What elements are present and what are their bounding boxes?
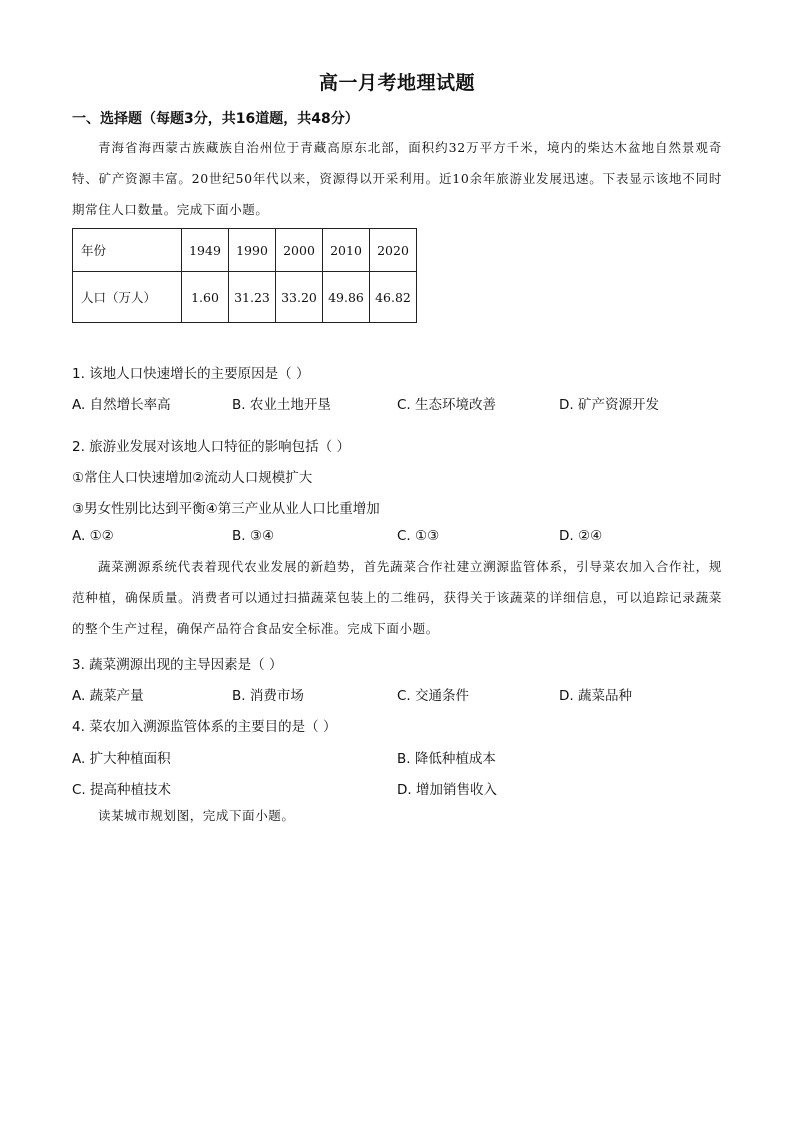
table-cell: 33.20 <box>276 272 323 323</box>
q1-option-b[interactable]: B. 农业土地开垦 <box>232 397 331 413</box>
q1-option-d[interactable]: D. 矿产资源开发 <box>559 397 659 413</box>
q3-option-b[interactable]: B. 消费市场 <box>232 688 304 704</box>
q4-option-c[interactable]: C. 提高种植技术 <box>72 782 172 798</box>
question-2-stem: 2. 旅游业发展对该地人口特征的影响包括（ ） <box>72 439 350 455</box>
table-cell: 年份 <box>73 229 182 272</box>
table-cell: 1949 <box>182 229 229 272</box>
q4-option-a[interactable]: A. 扩大种植面积 <box>72 751 171 767</box>
table-cell: 31.23 <box>229 272 276 323</box>
q3-option-d[interactable]: D. 蔬菜品种 <box>559 688 632 704</box>
q2-option-a[interactable]: A. ①② <box>72 528 114 544</box>
table-cell: 2000 <box>276 229 323 272</box>
table-cell: 49.86 <box>323 272 370 323</box>
q2-option-c[interactable]: C. ①③ <box>397 528 440 544</box>
q4-option-d[interactable]: D. 增加销售收入 <box>397 782 497 798</box>
table-cell: 1990 <box>229 229 276 272</box>
q2-option-b[interactable]: B. ③④ <box>232 528 275 544</box>
question-2-line-2: ③男女性别比达到平衡④第三产业从业人口比重增加 <box>72 501 380 517</box>
passage-3: 读某城市规划图，完成下面小题。 <box>98 808 295 823</box>
question-3-stem: 3. 蔬菜溯源出现的主导因素是（ ） <box>72 657 283 673</box>
table-cell: 人口（万人） <box>73 272 182 323</box>
section-heading: 一、选择题（每题3分，共16道题，共48分） <box>72 111 359 127</box>
q1-option-c[interactable]: C. 生态环境改善 <box>397 397 497 413</box>
q2-option-d[interactable]: D. ②④ <box>559 528 603 544</box>
table-cell: 2020 <box>370 229 417 272</box>
passage-1: 青海省海西蒙古族藏族自治州位于青藏高原东北部，面积约32万平方千米，境内的柴达木盆地自然景观奇特、矿产资源丰富。20世纪50年代以来，资源得以开采利用。近10余年旅游业发展迅速。下表显示该地不同时期常住人口数量。完成下面小题。 <box>72 140 722 217</box>
table-row <box>73 272 417 323</box>
question-2-line-1: ①常住人口快速增加②流动人口规模扩大 <box>72 470 313 486</box>
table-cell: 1.60 <box>182 272 229 323</box>
q3-option-c[interactable]: C. 交通条件 <box>397 688 470 704</box>
q3-option-a[interactable]: A. 蔬菜产量 <box>72 688 144 704</box>
table-cell: 2010 <box>323 229 370 272</box>
question-1-stem: 1. 该地人口快速增长的主要原因是（ ） <box>72 366 310 382</box>
table-cell: 46.82 <box>370 272 417 323</box>
q4-option-b[interactable]: B. 降低种植成本 <box>397 751 496 767</box>
question-4-stem: 4. 菜农加入溯源监管体系的主要目的是（ ） <box>72 719 337 735</box>
q1-option-a[interactable]: A. 自然增长率高 <box>72 397 171 413</box>
population-table <box>72 228 417 323</box>
table-header-row <box>73 229 417 272</box>
passage-2: 蔬菜溯源系统代表着现代农业发展的新趋势，首先蔬菜合作社建立溯源监管体系，引导菜农加入合作社，规范种植，确保质量。消费者可以通过扫描蔬菜包装上的二维码，获得关于该蔬菜的详细信息，可以追踪记录蔬菜的整个生产过程，确保产品符合食品安全标准。完成下面小题。 <box>72 559 722 636</box>
page-title: 高一月考地理试题 <box>318 72 475 94</box>
